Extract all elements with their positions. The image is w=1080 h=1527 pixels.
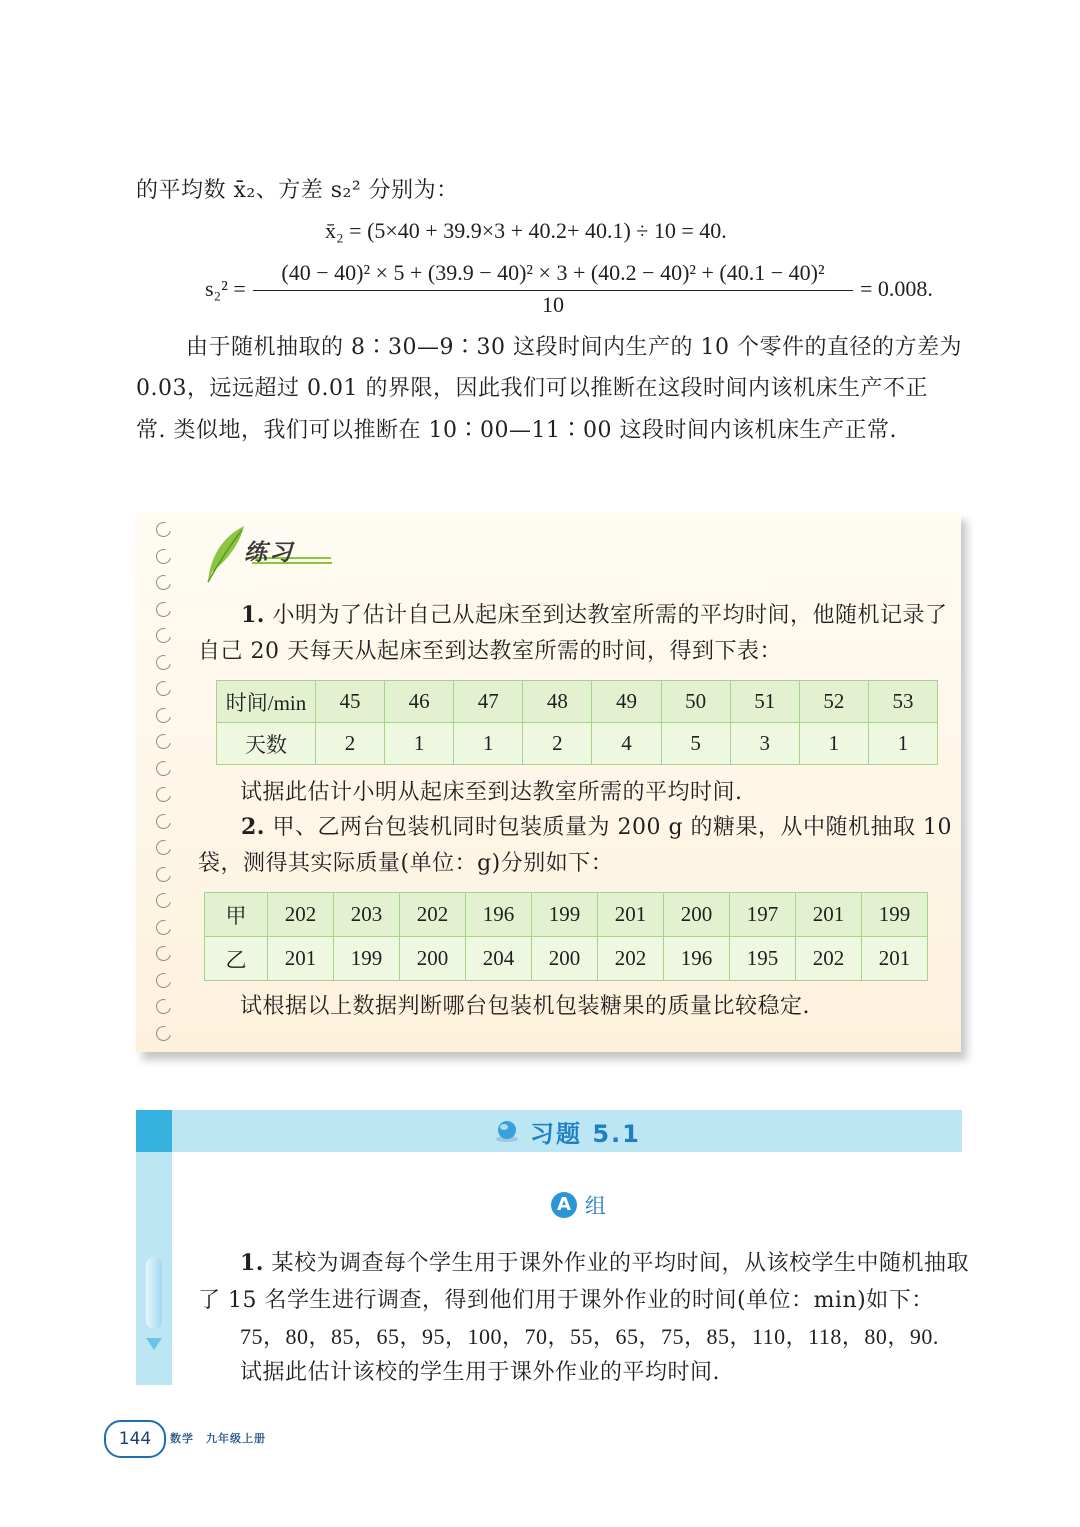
binder-ring <box>153 970 173 990</box>
jia-cell: 202 <box>268 893 334 937</box>
intro-lead: 的平均数 x̄₂、方差 s₂² 分别为： <box>136 178 459 203</box>
days-cell: 1 <box>799 723 868 765</box>
group-a-badge: A <box>551 1192 577 1218</box>
binder-ring <box>153 943 173 963</box>
binder-ring <box>153 758 173 778</box>
exercise-q1-number: 1. <box>240 1250 264 1276</box>
conclusion-line-3: 常. 类似地，我们可以推断在 10∶00—11∶00 这段时间内该机床生产正常. <box>136 418 897 443</box>
days-cell: 1 <box>454 723 523 765</box>
exercise-q1-data: 75，80，85，65，95，100，70，55，65，75，85，110，118，80，90. <box>240 1324 939 1349</box>
variance-denominator: 10 <box>542 292 564 317</box>
scroll-indicator <box>146 1257 162 1329</box>
jia-cell: 201 <box>598 893 664 937</box>
days-cell: 4 <box>592 723 661 765</box>
conclusion-line-2: 0.03，远远超过 0.01 的界限，因此我们可以推断在这段时间内该机床生产不正 <box>136 376 928 401</box>
practice-q1-task: 试据此估计小明从起床至到达教室所需的平均时间. <box>240 780 743 805</box>
binder-ring <box>153 599 173 619</box>
fraction-bar <box>253 290 853 291</box>
yi-cell: 201 <box>268 937 334 981</box>
yi-cell: 202 <box>796 937 862 981</box>
feather-icon <box>200 520 250 590</box>
days-cell: 3 <box>730 723 799 765</box>
yi-cell: 204 <box>466 937 532 981</box>
weight-table-row-yi <box>205 937 928 981</box>
jia-cell: 196 <box>466 893 532 937</box>
variance-lhs: s₂² = <box>205 276 246 301</box>
practice-q2-text: 甲、乙两台包装机同时包装质量为 200 g 的糖果，从中随机抽取 10 <box>272 815 953 840</box>
weight-table <box>204 892 928 981</box>
exercise-q1-text: 某校为调查每个学生用于课外作业的平均时间，从该校学生中随机抽取 <box>271 1251 969 1276</box>
exercise-title: 习题 5.1 <box>530 1120 641 1148</box>
practice-q2-number: 2. <box>241 814 265 840</box>
binder-ring <box>153 678 173 698</box>
binder-ring <box>153 731 173 751</box>
binder-ring <box>153 1023 173 1043</box>
group-label: 组 <box>585 1194 606 1218</box>
jia-cell: 201 <box>796 893 862 937</box>
yi-cell: 195 <box>730 937 796 981</box>
days-cell: 5 <box>661 723 730 765</box>
binder-ring <box>153 917 173 937</box>
weight-table-row-jia <box>205 893 928 937</box>
yi-cell: 201 <box>862 937 928 981</box>
yi-cell: 196 <box>664 937 730 981</box>
binder-ring <box>153 652 173 672</box>
variance-numerator: (40 − 40)² × 5 + (39.9 − 40)² × 3 + (40.2 − 40)² + (40.1 − 40)² <box>281 260 825 285</box>
jia-cell: 202 <box>400 893 466 937</box>
days-cell: 1 <box>868 723 937 765</box>
binder-ring <box>153 625 173 645</box>
jia-cell: 200 <box>664 893 730 937</box>
days-cell: 2 <box>316 723 385 765</box>
time-cell: 50 <box>661 681 730 723</box>
binder-ring <box>153 705 173 725</box>
binder-ring <box>153 890 173 910</box>
exercise-header-square <box>136 1110 172 1152</box>
time-label-cell: 时间/min <box>217 681 316 723</box>
binder-ring <box>153 864 173 884</box>
practice-q2-task: 试根据以上数据判断哪台包装机包装糖果的质量比较稳定. <box>240 994 810 1019</box>
binder-ring <box>153 837 173 857</box>
yi-cell: 200 <box>400 937 466 981</box>
binder-ring <box>153 546 173 566</box>
days-label-cell: 天数 <box>217 723 316 765</box>
time-cell: 46 <box>385 681 454 723</box>
binder-ring <box>153 996 173 1016</box>
exercise-q1-line-2: 了 15 名学生进行调查，得到他们用于课外作业的时间(单位：min)如下： <box>198 1288 934 1313</box>
practice-q2-line-1 <box>241 807 952 848</box>
variance-result: = 0.008. <box>860 276 933 301</box>
time-table-row-time <box>217 681 938 723</box>
exercise-q1-task: 试据此估计该校的学生用于课外作业的平均时间. <box>240 1360 720 1385</box>
time-cell: 53 <box>868 681 937 723</box>
page-number: 144 <box>104 1420 166 1458</box>
time-table <box>216 680 938 765</box>
time-cell: 51 <box>730 681 799 723</box>
days-cell: 2 <box>523 723 592 765</box>
binder-ring <box>153 519 173 539</box>
yi-label-cell: 乙 <box>205 937 268 981</box>
practice-title: 练习 <box>244 540 294 566</box>
exercise-sidebar <box>136 1152 172 1385</box>
practice-q2-line-2: 袋，测得其实际质量(单位：g)分别如下： <box>198 851 614 876</box>
time-cell: 47 <box>454 681 523 723</box>
time-table-row-days <box>217 723 938 765</box>
binder-ring <box>153 572 173 592</box>
yi-cell: 202 <box>598 937 664 981</box>
globe-icon <box>494 1119 520 1143</box>
jia-cell: 199 <box>532 893 598 937</box>
yi-cell: 199 <box>334 937 400 981</box>
time-cell: 52 <box>799 681 868 723</box>
mean-formula: x̄₂ = (5×40 + 39.9×3 + 40.2+ 40.1) ÷ 10 = 40. <box>325 218 727 243</box>
practice-q1-number: 1. <box>241 602 265 628</box>
time-cell: 45 <box>316 681 385 723</box>
time-cell: 49 <box>592 681 661 723</box>
practice-box <box>136 512 961 1052</box>
practice-q1-text: 小明为了估计自己从起床至到达教室所需的平均时间，他随机记录了 <box>272 603 948 628</box>
jia-cell: 197 <box>730 893 796 937</box>
jia-cell: 199 <box>862 893 928 937</box>
arrow-down-icon <box>145 1336 163 1352</box>
yi-cell: 200 <box>532 937 598 981</box>
time-cell: 48 <box>523 681 592 723</box>
practice-q1-line-2: 自己 20 天每天从起床至到达教室所需的时间，得到下表： <box>198 639 782 664</box>
jia-label-cell: 甲 <box>205 893 268 937</box>
practice-q1-line-1 <box>241 595 947 636</box>
jia-cell: 203 <box>334 893 400 937</box>
conclusion-line-1: 由于随机抽取的 8∶30—9∶30 这段时间内生产的 10 个零件的直径的方差为 <box>186 335 962 360</box>
days-cell: 1 <box>385 723 454 765</box>
binder-ring <box>153 784 173 804</box>
binder-ring <box>153 811 173 831</box>
exercise-q1-line-1 <box>240 1243 969 1284</box>
book-title: 数学 九年级上册 <box>170 1432 266 1445</box>
